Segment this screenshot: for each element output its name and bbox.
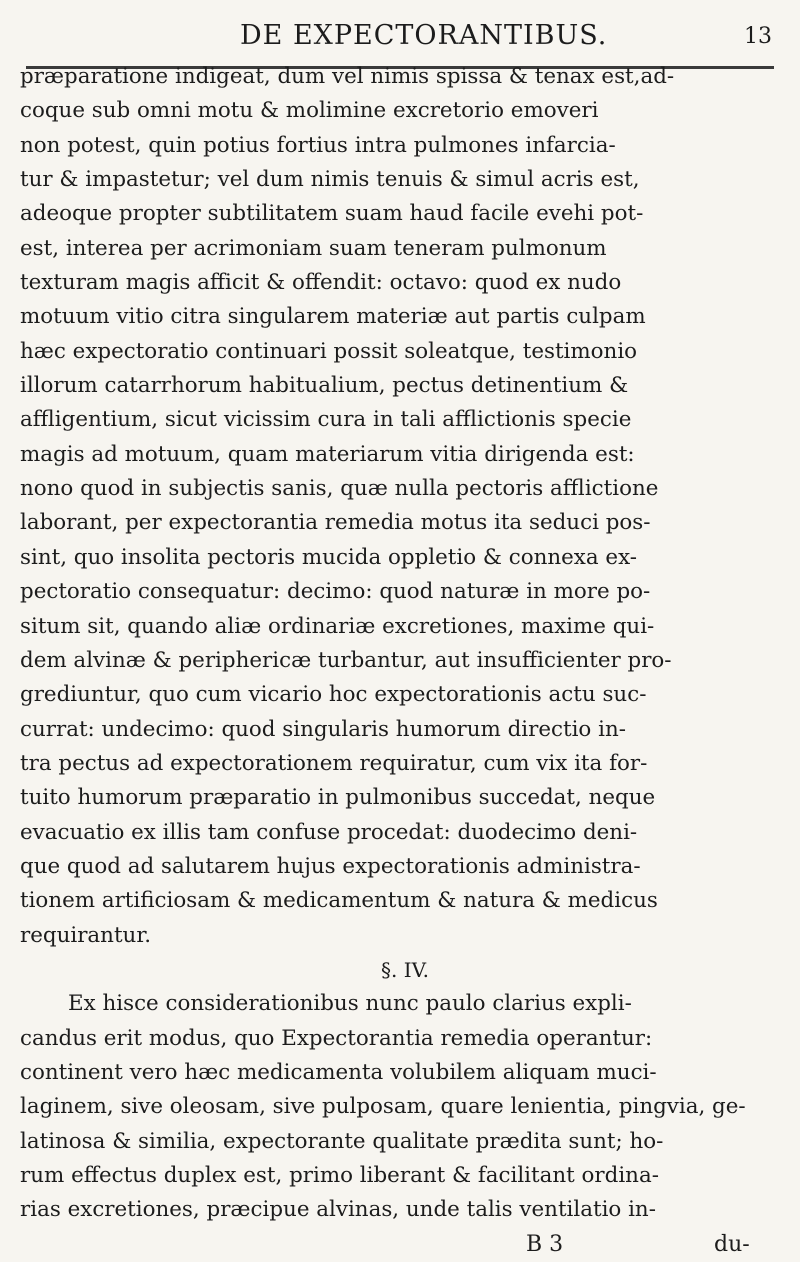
text-line: hæc expectoratio continuari possit soleatque, testimonio — [20, 338, 638, 364]
body-text — [20, 60, 790, 1262]
text-line: currat: undecimo: quod singularis humorum directio in- — [20, 716, 626, 742]
text-line: sint, quo insolita pectoris mucida oppletio & connexa ex- — [20, 544, 637, 570]
text-line: tur & impastetur; vel dum nimis tenuis & simul acris est, — [20, 167, 640, 193]
text-line: magis ad motuum, quam materiarum vitia dirigenda est: — [20, 441, 635, 467]
text-line: affligentium, sicut vicissim cura in tali afflictionis specie — [20, 407, 632, 433]
text-line: dem alvinæ & periphericæ turbantur, aut insufficienter pro- — [20, 647, 672, 673]
page-footer — [20, 1228, 790, 1262]
text-line: requirantur. — [20, 922, 151, 948]
text-line: nono quod in subjectis sanis, quæ nulla pectoris afflictione — [20, 476, 659, 502]
running-title: DE EXPECTORANTIBUS. — [240, 20, 608, 51]
signature-mark: B 3 — [526, 1231, 564, 1257]
paragraph-2 — [20, 987, 790, 1227]
text-line: motuum vitio citra singularem materiæ aut partis culpam — [20, 304, 646, 330]
text-line: pectoratio consequatur: decimo: quod naturæ in more po- — [20, 579, 651, 605]
text-line: coque sub omni motu & molimine excretorio emoveri — [20, 98, 599, 124]
text-line: rias excretiones, præcipue alvinas, unde talis ventilatio in- — [20, 1197, 656, 1223]
text-line: latinosa & similia, expectorante qualitate prædita sunt; ho- — [20, 1128, 664, 1154]
text-line: adeoque propter subtilitatem suam haud facile evehi pot- — [20, 201, 644, 227]
text-line: tuito humorum præparatio in pulmonibus succedat, neque — [20, 785, 656, 811]
text-line: tra pectus ad expectorationem requiratur, cum vix ita for- — [20, 750, 648, 776]
text-line: rum effectus duplex est, primo liberant & facilitant ordina- — [20, 1163, 659, 1188]
text-line: præparatione indigeat, dum vel nimis spissa & tenax est,ad- — [20, 64, 675, 89]
text-line: continent vero hæc medicamenta volubilem aliquam muci- — [20, 1059, 657, 1085]
text-line: Ex hisce considerationibus nunc paulo clarius expli- — [68, 991, 632, 1017]
text-line: tionem artificiosam & medicamentum & natura & medicus — [20, 888, 658, 914]
text-line: est, interea per acrimoniam suam teneram pulmonum — [20, 235, 607, 261]
text-line: candus erit modus, quo Expectorantia remedia operantur: — [20, 1025, 653, 1051]
text-line: laginem, sive oleosam, sive pulposam, quare lenientia, pingvia, ge- — [20, 1094, 746, 1120]
text-line: que quod ad salutarem hujus expectorationis administra- — [20, 853, 641, 879]
text-line: laborant, per expectorantia remedia motus ita seduci pos- — [20, 510, 651, 536]
text-line: grediuntur, quo cum vicario hoc expectorationis actu suc- — [20, 682, 647, 708]
paragraph-1 — [20, 60, 790, 953]
page-header — [0, 20, 800, 60]
section-heading: §. IV. — [381, 957, 429, 982]
text-line: texturam magis afficit & offendit: octavo: quod ex nudo — [20, 270, 622, 296]
catchword: du- — [714, 1231, 750, 1257]
page-number: 13 — [744, 24, 772, 49]
text-line: illorum catarrhorum habitualium, pectus detinentium & — [20, 373, 629, 399]
text-line: non potest, quin potius fortius intra pulmones infarcia- — [20, 132, 616, 158]
text-line: situm sit, quando aliæ ordinariæ excretiones, maxime qui- — [20, 613, 655, 639]
text-line: evacuatio ex illis tam confuse procedat: duodecimo deni- — [20, 819, 638, 845]
